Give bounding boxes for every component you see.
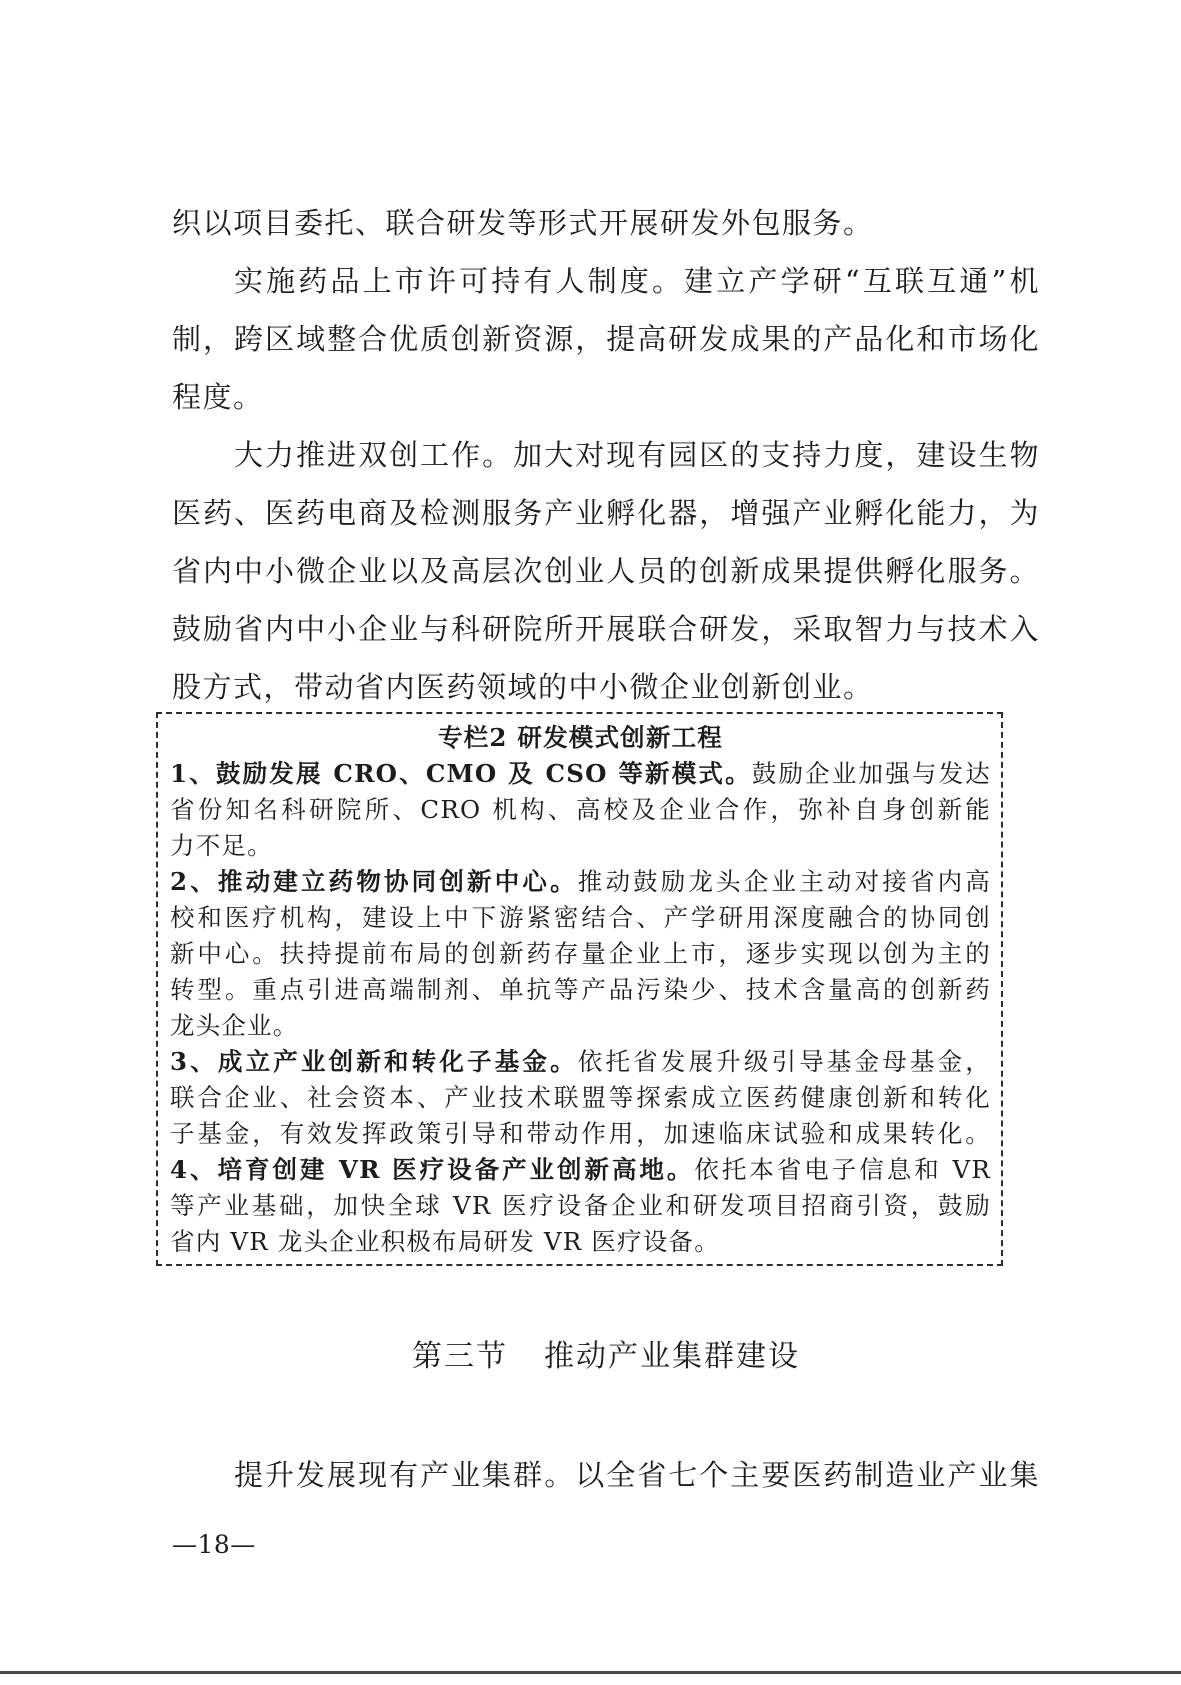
column-item-heading: 2、推动建立药物协同创新中心。 <box>170 867 578 896</box>
paragraph-innovation-entrepreneurship <box>172 426 1040 716</box>
column-item-line: 子基金，有效发挥政策引导和带动作用，加速临床试验和成果转化。 <box>170 1119 991 1148</box>
text-line: 医药、医药电商及检测服务产业孵化器，增强产业孵化能力，为 <box>172 496 1040 530</box>
column-item-first-line <box>170 756 991 792</box>
column-item-heading: 3、成立产业创新和转化子基金。 <box>170 1047 578 1076</box>
text-line: 制，跨区域整合优质创新资源，提高研发成果的产品化和市场化 <box>172 322 1040 356</box>
column-item-line: 等产业基础，加快全球 VR 医疗设备企业和研发项目招商引资，鼓励 <box>170 1191 991 1220</box>
column-item-first-line <box>170 1044 991 1080</box>
column-item-line: 省份知名科研院所、CRO 机构、高校及企业合作，弥补自身创新能 <box>170 795 991 824</box>
column-item-line: 联合企业、社会资本、产业技术联盟等探索成立医药健康创新和转化 <box>170 1083 991 1112</box>
page-number: —18— <box>172 1530 256 1559</box>
column-item-line: 省内 VR 龙头企业积极布局研发 VR 医疗设备。 <box>170 1227 720 1256</box>
section-title: 推动产业集群建设 <box>544 1339 800 1374</box>
text-line: 实施药品上市许可持有人制度。建立产学研“互联互通”机 <box>234 264 1040 298</box>
column-item-text: 依托省发展升级引导基金母基金， <box>577 1047 991 1076</box>
column-item-2 <box>170 864 991 1044</box>
column-item-3 <box>170 1044 991 1152</box>
column-item-4 <box>170 1152 991 1260</box>
column-box-title: 专栏2 研发模式创新工程 <box>438 723 723 752</box>
body-text <box>172 194 1040 716</box>
column-item-heading: 4、培育创建 VR 医疗设备产业创新高地。 <box>170 1155 695 1184</box>
paragraph-industry-clusters <box>172 1446 1040 1504</box>
column-item-line: 校和医疗机构，建设上中下游紧密结合、产学研用深度融合的协同创 <box>170 903 991 932</box>
scan-bottom-edge <box>0 1671 1181 1674</box>
paragraph-continued <box>172 194 1040 252</box>
column-item-line: 龙头企业。 <box>170 1011 299 1040</box>
column-item-line: 新中心。扶持提前布局的创新药存量企业上市，逐步实现以创为主的 <box>170 939 991 968</box>
column-item-text: 依托本省电子信息和 VR <box>694 1155 991 1184</box>
column-item-1 <box>170 756 991 864</box>
text-line: 省内中小微企业以及高层次创业人员的创新成果提供孵化服务。 <box>172 554 1040 588</box>
column-item-heading: 1、鼓励发展 CRO、CMO 及 CSO 等新模式。 <box>170 759 752 788</box>
text-line: 程度。 <box>172 380 264 414</box>
section-heading <box>172 1328 1040 1386</box>
text-line: 提升发展现有产业集群。以全省七个主要医药制造业产业集 <box>234 1458 1040 1492</box>
column-box <box>156 712 1003 1266</box>
column-item-first-line <box>170 1152 991 1188</box>
column-item-line: 转型。重点引进高端制剂、单抗等产品污染少、技术含量高的创新药 <box>170 975 991 1004</box>
text-line: 鼓励省内中小企业与科研院所开展联合研发，采取智力与技术入 <box>172 612 1040 646</box>
paragraph-marketing-authorization <box>172 252 1040 426</box>
text-line: 股方式，带动省内医药领域的中小微企业创新创业。 <box>172 670 874 704</box>
section-number: 第三节 <box>412 1339 508 1374</box>
column-item-line: 力不足。 <box>170 831 273 860</box>
column-item-first-line <box>170 864 991 900</box>
column-item-text: 鼓励企业加强与发达 <box>751 759 991 788</box>
text-line: 大力推进双创工作。加大对现有园区的支持力度，建设生物 <box>234 438 1040 472</box>
column-item-text: 推动鼓励龙头企业主动对接省内高 <box>577 867 991 896</box>
text-line: 织以项目委托、联合研发等形式开展研发外包服务。 <box>172 206 874 240</box>
